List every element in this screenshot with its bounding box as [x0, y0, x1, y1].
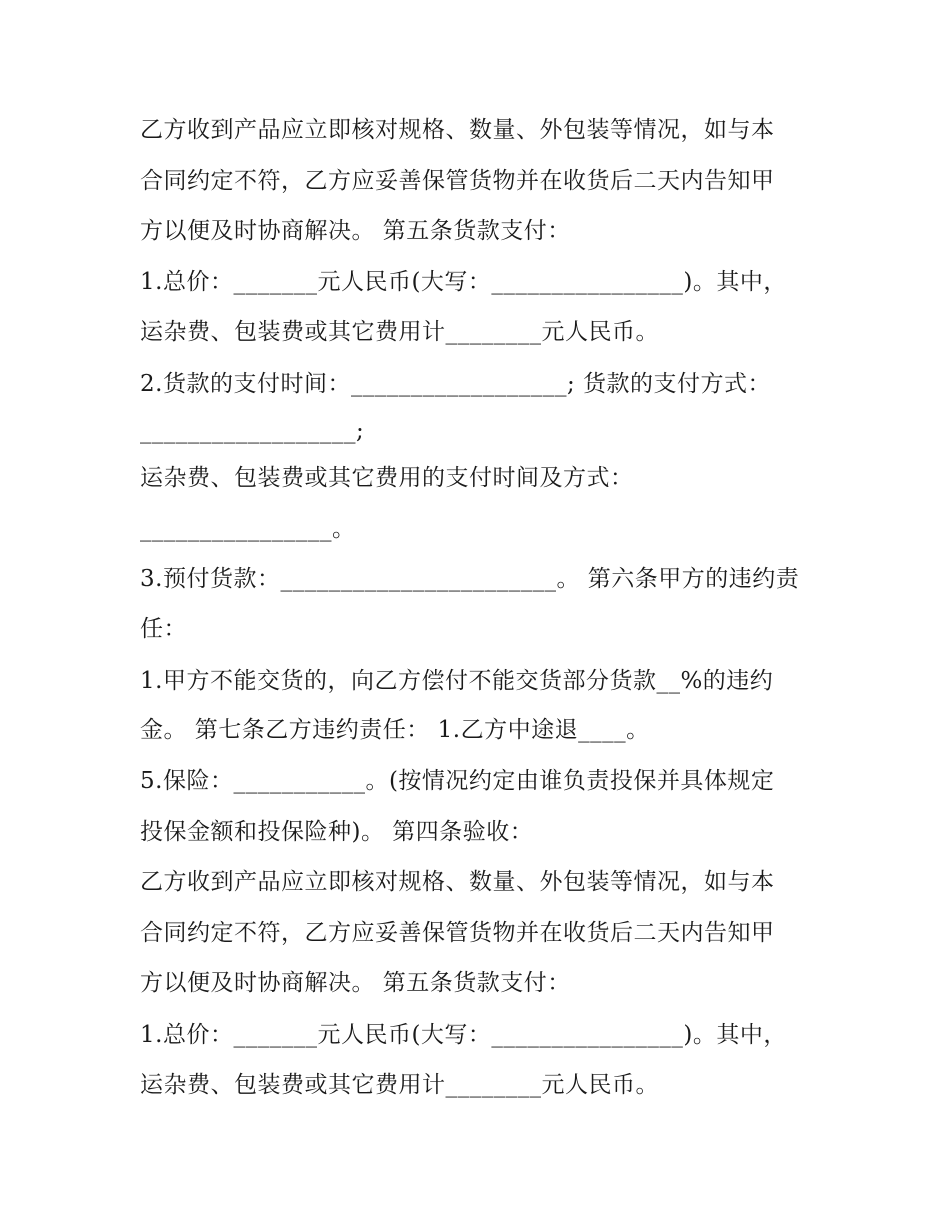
paragraph-line: 3.预付货款：_______________________。 第六条甲方的违约责	[140, 566, 800, 592]
paragraph-line: 方以便及时协商解决。 第五条货款支付：	[140, 218, 571, 244]
paragraph-line: 1.总价：_______元人民币(大写：________________)。其中，	[140, 269, 787, 295]
paragraph-line: 运杂费、包装费或其它费用的支付时间及方式：	[140, 465, 634, 491]
paragraph-line: 金。 第七条乙方违约责任： 1.乙方中途退____。	[140, 717, 650, 743]
paragraph-line: 任：	[140, 616, 187, 642]
paragraph-line: 合同约定不符，乙方应妥善保管货物并在收货后二天内告知甲	[140, 168, 775, 194]
paragraph-line: 方以便及时协商解决。 第五条货款支付：	[140, 970, 571, 996]
paragraph-line: 5.保险：___________。(按情况约定由谁负责投保并具体规定	[140, 768, 775, 794]
paragraph-line: 合同约定不符，乙方应妥善保管货物并在收货后二天内告知甲	[140, 920, 775, 946]
paragraph-line: 1.甲方不能交货的，向乙方偿付不能交货部分货款__%的违约	[140, 668, 774, 694]
paragraph-line: __________________;	[140, 418, 365, 444]
paragraph-line: ________________。	[140, 516, 356, 542]
paragraph-line: 运杂费、包装费或其它费用计________元人民币。	[140, 319, 659, 345]
paragraph-line: 乙方收到产品应立即核对规格、数量、外包装等情况，如与本	[140, 869, 775, 895]
paragraph-line: 乙方收到产品应立即核对规格、数量、外包装等情况，如与本	[140, 117, 775, 143]
paragraph-line: 运杂费、包装费或其它费用计________元人民币。	[140, 1072, 659, 1098]
paragraph-line: 投保金额和投保险种)。 第四条验收：	[140, 819, 534, 845]
paragraph-line: 1.总价：_______元人民币(大写：________________)。其中，	[140, 1022, 787, 1048]
paragraph-line: 2.货款的支付时间：__________________; 货款的支付方式：	[140, 371, 772, 397]
